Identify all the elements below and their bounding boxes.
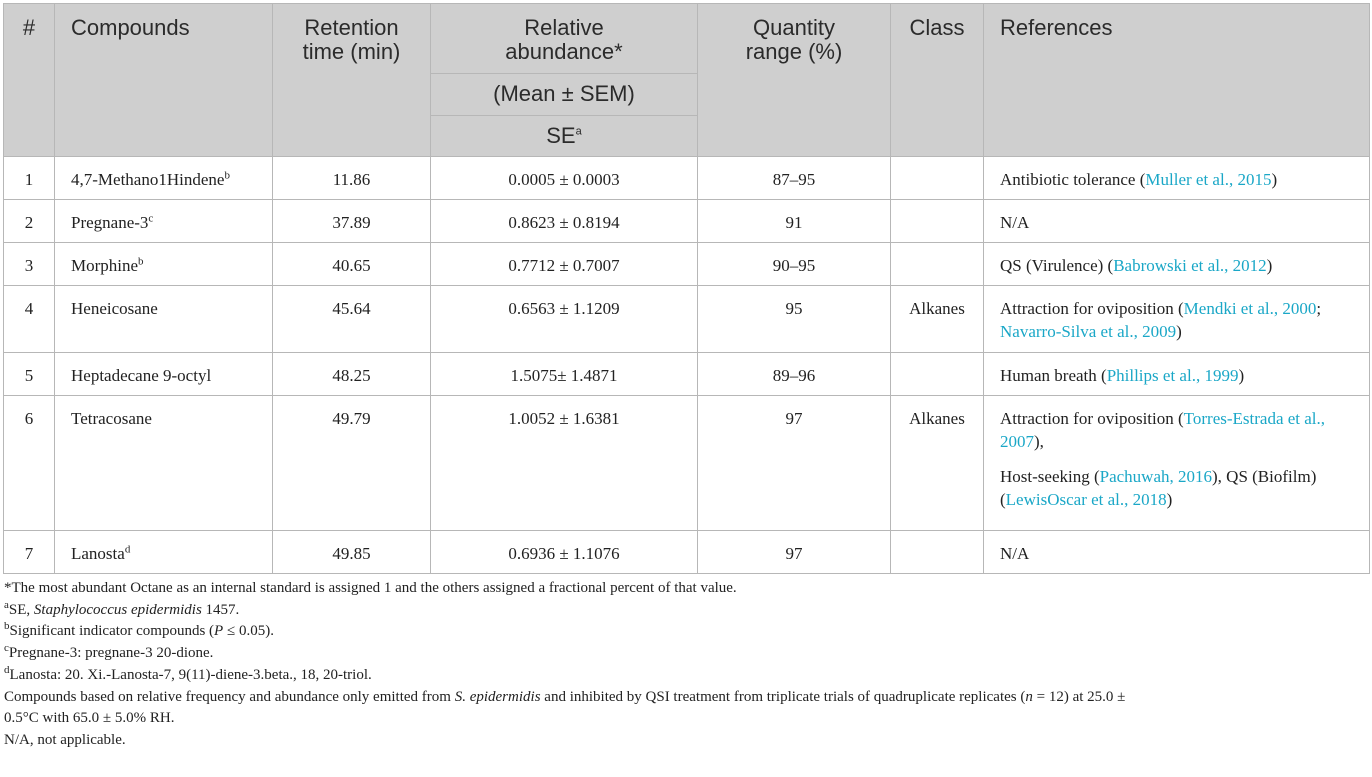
row-range: 97 [698,396,891,531]
row-retention: 48.25 [273,353,431,396]
row-references: Human breath (Phillips et al., 1999) [984,353,1370,396]
row-range: 97 [698,531,891,574]
row-num: 4 [4,286,55,353]
row-num: 7 [4,531,55,574]
row-compound: Heneicosane [55,286,273,353]
table-row [4,243,1370,286]
row-compound: Morphine$^b$ [55,243,273,286]
row-num: 6 [4,396,55,531]
row-abundance: 0.0005 ± 0.0003 [431,157,698,200]
header-abundance: Relative abundance* [431,4,698,74]
table-row [4,200,1370,243]
row-abundance: 0.8623 ± 0.8194 [431,200,698,243]
reference-link[interactable]: Phillips et al., 1999 [1106,366,1239,385]
row-class: Alkanes [891,286,984,353]
row-range: 87–95 [698,157,891,200]
table-footnotes [4,578,1366,752]
row-range: 91 [698,200,891,243]
header-abundance-se: $SE^a$ [431,116,698,157]
header-class: Class [891,4,984,157]
reference-link[interactable]: LewisOscar et al., 2018 [1005,490,1167,509]
row-abundance: 0.6563 ± 1.1209 [431,286,698,353]
header-num: # [4,4,55,157]
footnote: *The most abundant Octane as an internal standard is assigned 1 and the others assigned a fractional percent of that value. [4,580,737,596]
row-range: 89–96 [698,353,891,396]
row-retention: 37.89 [273,200,431,243]
reference-link[interactable]: Torres-Estrada et al., [1183,409,1326,428]
row-references: Attraction for oviposition (Mendki et al., 2000; Navarro-Silva et al., 2009) [984,286,1370,353]
reference-link[interactable]: 2007 [1000,432,1034,451]
row-range: 95 [698,286,891,353]
row-abundance: 0.6936 ± 1.1076 [431,531,698,574]
row-class [891,243,984,286]
footnote: $^c$Pregnane-3: pregnane-3 20-dione. [4,642,214,662]
reference-link[interactable]: Muller et al., 2015 [1145,170,1272,189]
row-class: Alkanes [891,396,984,531]
reference-link[interactable]: Mendki et al., 2000 [1183,299,1317,318]
row-compound: 4,7-Methano1Hindene$^b$ [55,157,273,200]
table-row [4,396,1370,531]
row-class [891,157,984,200]
footnote: 0.5°C with 65.0 ± 5.0% RH. [4,710,175,727]
table-row [4,286,1370,353]
reference-link[interactable]: Navarro-Silva et al., 2009 [1000,322,1177,341]
footnote: $^d$Lanosta: 20. Xi.-Lanosta-7, 9(11)-diene-3.beta., 18, 20-triol. [4,663,372,683]
footnote: N/A, not applicable. [4,731,126,748]
row-references: Attraction for oviposition (Torres-Estrada et al., 2007), Host-seeking (Pachuwah, 2016), QS (Biofilm) (LewisOscar et al., 2018) [984,396,1370,531]
footnote: Compounds based on relative frequency and abundance only emitted from S. epidermidis and inhibited by QSI treatment from triplicate trials of quadruplicate replicates (n = 12) at 25.0 ± [4,688,1126,705]
row-retention: 11.86 [273,157,431,200]
row-class [891,353,984,396]
row-class [891,531,984,574]
row-num: 3 [4,243,55,286]
header-compounds: Compounds [55,4,273,157]
row-num: 2 [4,200,55,243]
row-references: N/A [984,200,1370,243]
row-retention: 49.85 [273,531,431,574]
compounds-table [3,3,1370,574]
row-num: 1 [4,157,55,200]
footnote: $^b$Significant indicator compounds (P ≤ 0.05). [4,620,274,640]
row-retention: 49.79 [273,396,431,531]
row-range: 90–95 [698,243,891,286]
row-retention: 45.64 [273,286,431,353]
reference-link[interactable]: Babrowski et al., 2012 [1113,256,1267,275]
row-compound: Pregnane-3$^c$ [55,200,273,243]
table-row [4,353,1370,396]
table-row [4,531,1370,574]
row-references: N/A [984,531,1370,574]
row-references: QS (Virulence) (Babrowski et al., 2012) [984,243,1370,286]
footnote: $^a$SE, Staphylococcus epidermidis 1457. [4,598,240,618]
row-abundance: 1.0052 ± 1.6381 [431,396,698,531]
row-compound: Lanosta$^d$ [55,531,273,574]
reference-link[interactable]: Pachuwah, 2016 [1099,467,1212,486]
header-quantity: Quantity range (%) [698,4,891,157]
row-compound: Heptadecane 9-octyl [55,353,273,396]
row-abundance: 1.5075± 1.4871 [431,353,698,396]
row-abundance: 0.7712 ± 0.7007 [431,243,698,286]
header-references: References [984,4,1370,157]
table-row [4,157,1370,200]
row-class [891,200,984,243]
header-retention: Retention time (min) [273,4,431,157]
row-compound: Tetracosane [55,396,273,531]
row-retention: 40.65 [273,243,431,286]
row-references: Antibiotic tolerance (Muller et al., 2015) [984,157,1370,200]
header-abundance-mean: (Mean ± SEM) [431,74,698,116]
row-num: 5 [4,353,55,396]
